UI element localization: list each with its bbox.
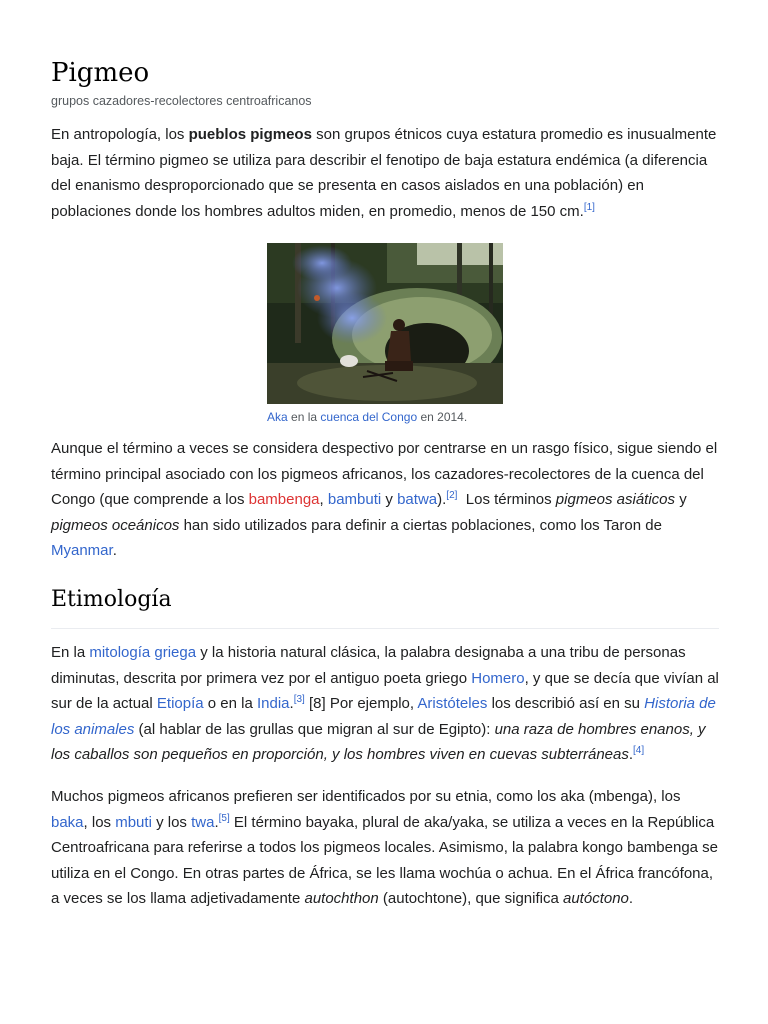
intro-paragraph [51,122,719,224]
reference-4[interactable] [633,745,644,756]
link-aristoteles[interactable]: Aristóteles [417,695,488,713]
reference-4-link[interactable]: [4] [633,745,645,757]
link-batwa[interactable]: batwa [397,491,438,509]
figure [267,243,503,425]
bold-term: pueblos pigmeos [188,126,312,143]
caption-link-aka[interactable]: Aka [267,410,288,424]
text-span: , los [83,813,116,831]
text-span: y [675,491,687,509]
link-myanmar[interactable]: Myanmar [51,542,113,560]
link-homero[interactable]: Homero [471,669,525,687]
text-span: El término bayaka, plural de aka/yaka, se utiliza a veces en la República Centroafricana para referirse a todos los pigmeos locales. Asimismo, la palabra kongo bambenga se utiliza en el Congo. En otras partes de África, se les llama wochúa o achua. En el África francófona, a veces se los llama adjetivadamente [51,813,719,908]
text-span: y la historia natural clásica, la palabra designaba a una tribu de personas diminutas, descrita por primera vez por el antiguo poeta griego [51,644,686,687]
text-span: Muchos pigmeos africanos prefieren ser identificados por su etnia, como los aka (mbenga), los [51,788,681,805]
text-span: . [289,695,294,713]
link-bambuti[interactable]: bambuti [327,491,382,509]
text-span: . [214,813,219,831]
italic-quote: una raza de hombres enanos, y los caballos son pequeños en proporción, y los hombres viven en cuevas subterráneas [51,720,706,764]
text-span: o en la [203,695,257,713]
link-etiopia[interactable]: Etiopía [156,695,204,713]
page-title: Pigmeo [51,58,150,88]
italic-term: autóctono [563,890,629,908]
text-span: Aunque el término a veces se considera despectivo por centrarse en un rasgo físico, sigue siendo el término principal asociado con los pigmeos africanos, los cazadores-recolectores de la cuenca del Congo (que comprende a los [51,440,718,509]
italic-term: autochthon [304,890,379,908]
reference-5-link[interactable]: [5] [218,812,230,824]
reference-1[interactable] [584,202,595,213]
text-span: . [628,890,634,908]
paragraph-3 [51,640,719,768]
link-baka[interactable]: baka [51,813,84,831]
text-span: . [628,746,634,764]
text-span: En antropología, los [51,126,189,143]
link-twa[interactable]: twa [191,813,215,831]
caption-link-cuenca-del-congo[interactable]: cuenca del Congo [320,410,418,424]
section-heading-etimologia: Etimología [51,584,719,629]
link-mbuti[interactable]: mbuti [115,813,152,831]
text-span: En la [51,644,90,661]
link-india[interactable]: India [256,695,290,713]
text-span: en 2014. [417,410,468,424]
text-span: son grupos étnicos cuya estatura promedio es inusualmente baja. El término pigmeo se utiliza para describir el fenotipo de baja estatura endémica (a diferencia del enanismo desproporcionado que se presenta en casos aislados en una población) en poblaciones donde los hombres adultos miden, en promedio, menos de 150 cm. [51,126,717,220]
text-span: (autochtone), que significa [378,890,563,908]
figure-caption [267,409,503,425]
text-span: [8] Por ejemplo, [304,695,418,713]
reference-5[interactable] [219,813,230,824]
text-span: (al hablar de las grullas que migran al sur de Egipto): [134,720,495,738]
link-historia-de-los-animales[interactable]: Historia de los animales [51,695,716,738]
figure-photo[interactable] [267,243,503,404]
paragraph-4 [51,784,719,912]
text-span: en la [287,410,321,424]
page-subtitle: grupos cazadores-recolectores centroafricanos [51,94,312,108]
text-span: los describió así en su [487,695,645,713]
text-span: Los términos [457,491,556,509]
link-bambenga[interactable]: bambenga [248,491,320,509]
text-span: . [112,542,117,560]
text-span: , y que se decía que vivían al sur de la actual [51,669,719,713]
text-span: han sido utilizados para definir a ciertas poblaciones, como los Taron de [179,516,662,534]
reference-3-link[interactable]: [3] [293,694,305,706]
italic-term: pigmeos asiáticos [555,491,676,509]
text-span: ). [437,491,447,509]
italic-term: pigmeos oceánicos [51,516,180,534]
reference-1-link[interactable]: [1] [583,201,595,213]
reference-2[interactable] [446,490,457,501]
paragraph-2 [51,436,719,564]
text-span: y [381,491,398,509]
text-span: y los [151,813,192,831]
reference-3[interactable] [294,694,305,705]
reference-2-link[interactable]: [2] [446,490,458,502]
text-span: , [319,491,328,509]
link-mitologia-griega[interactable]: mitología griega [89,644,197,661]
